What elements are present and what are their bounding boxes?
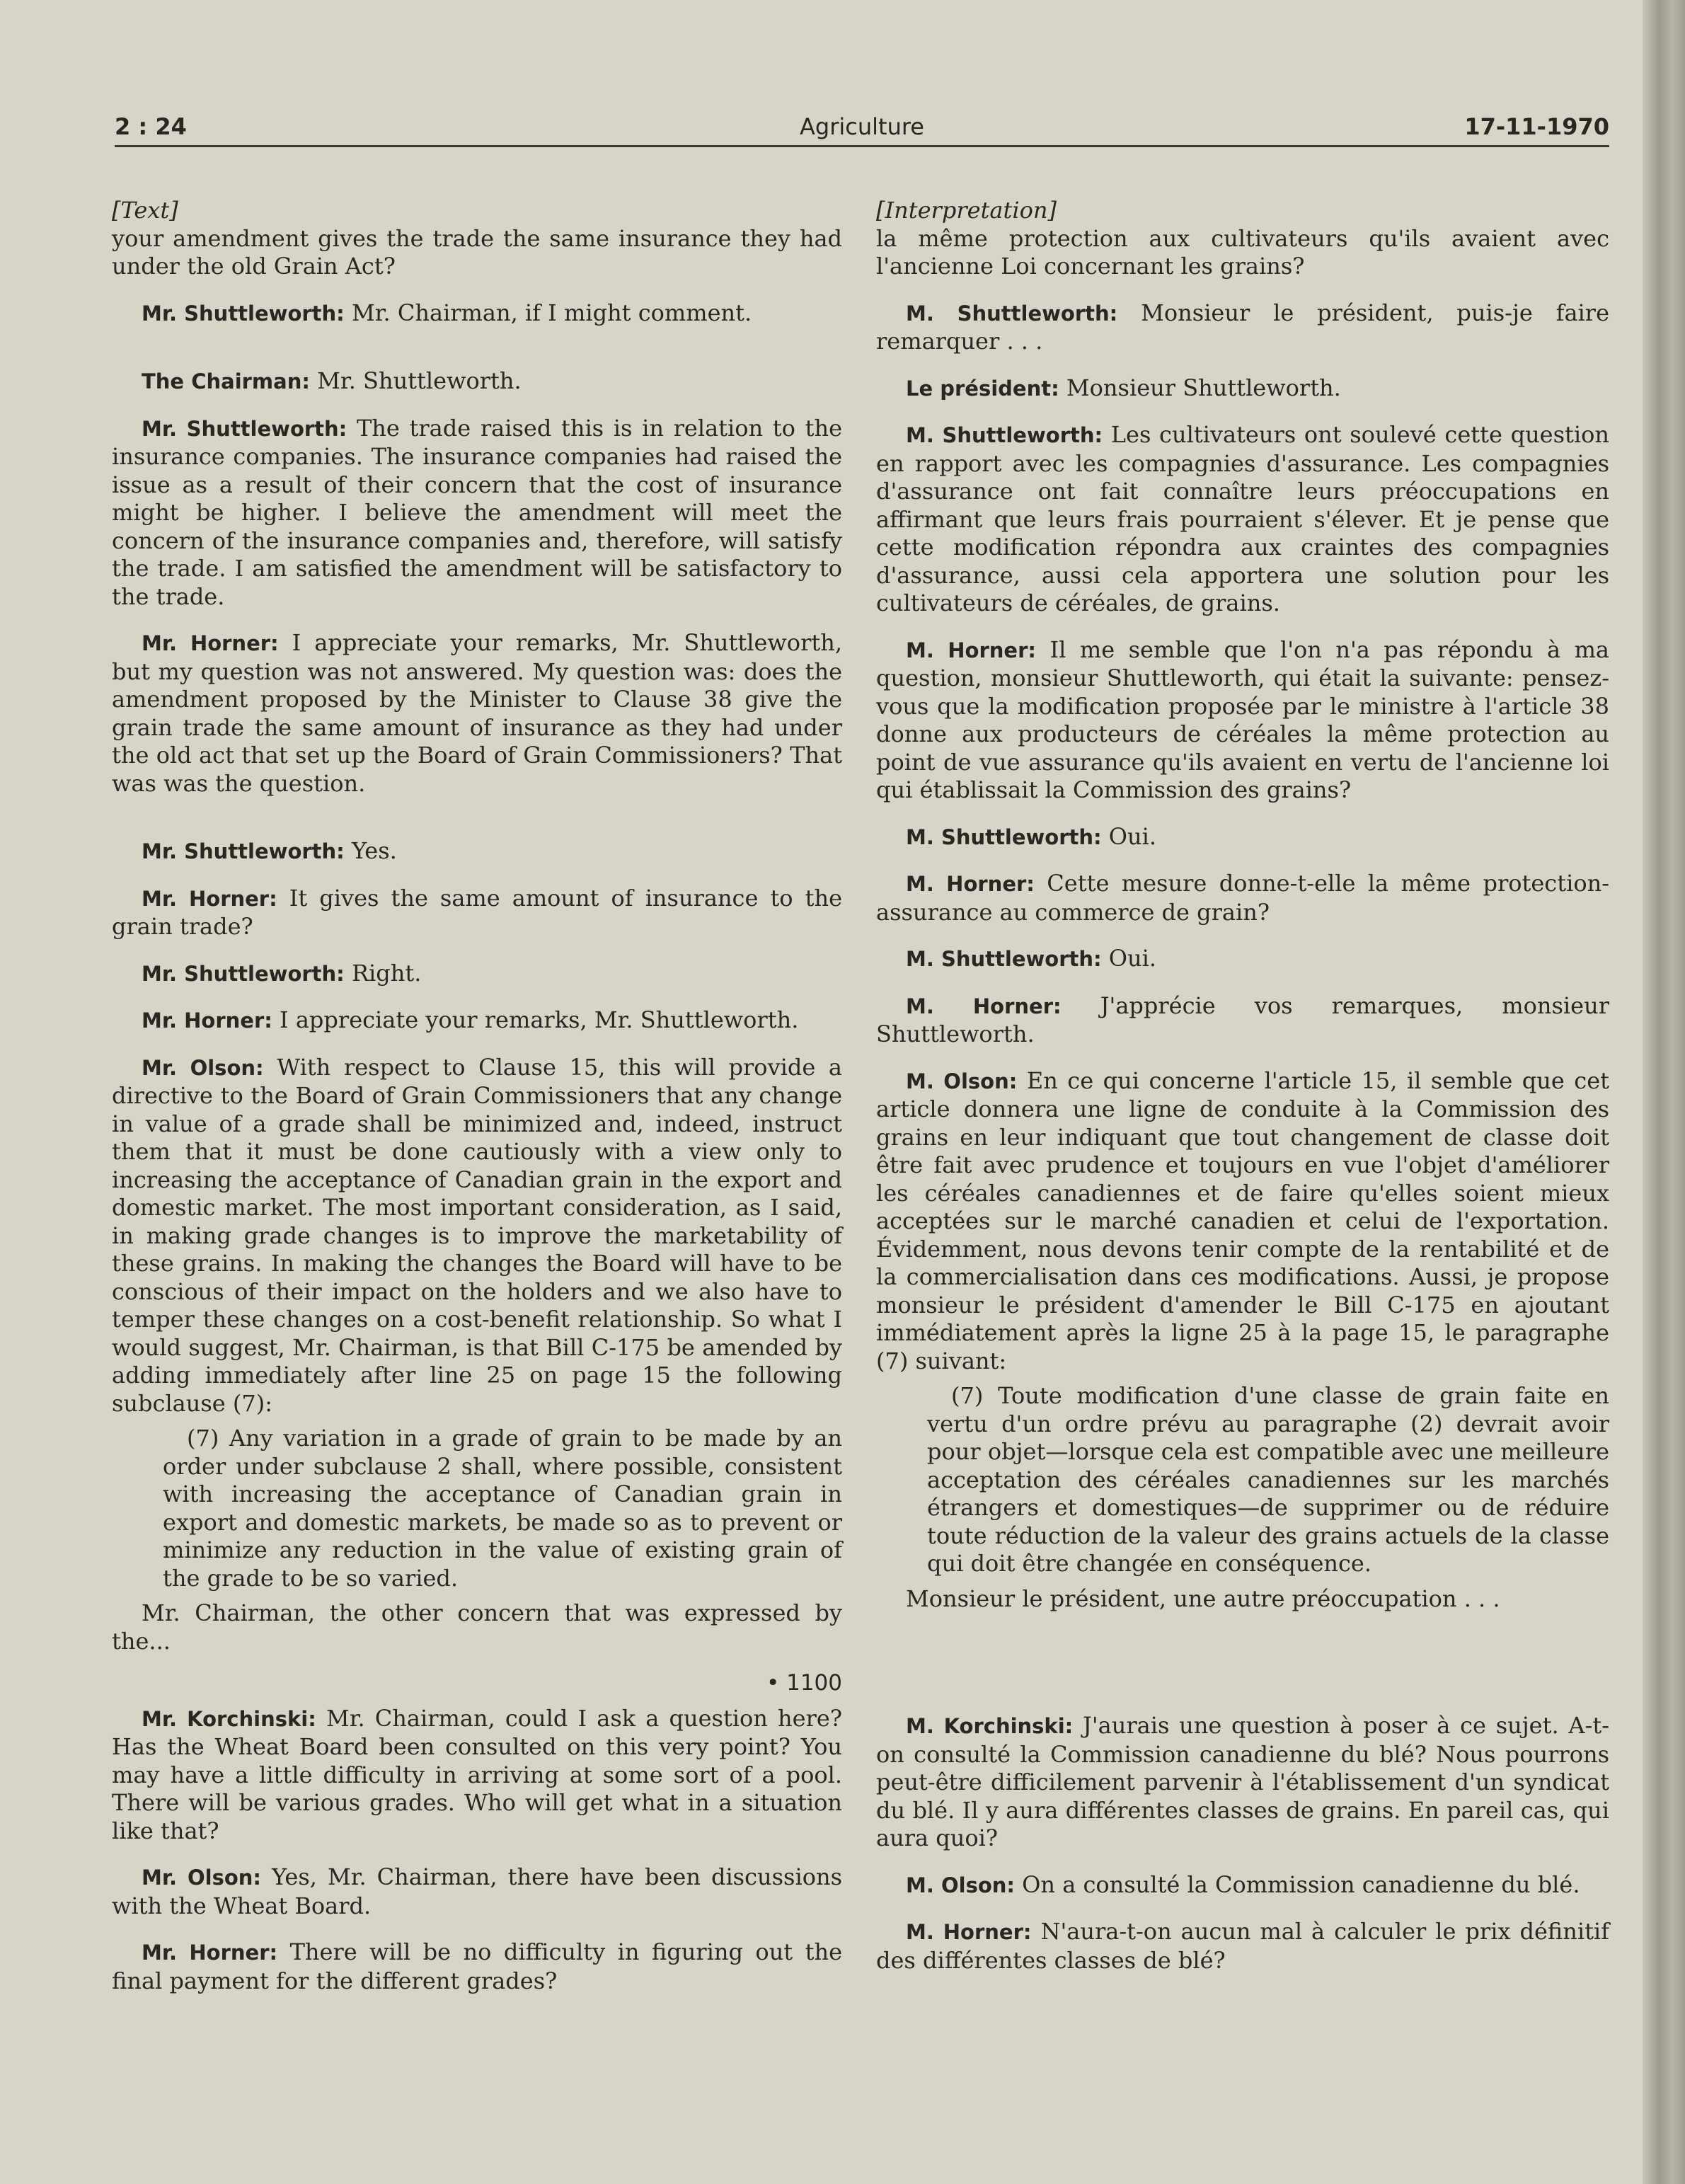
speech-text: Monsieur le président, puis-je faire remarquer . . . [876, 299, 1610, 355]
speech-paragraph [876, 1871, 1609, 1900]
speech-text: Oui. [1108, 945, 1157, 972]
speaker-name: The Chairman: [142, 369, 310, 393]
speech-text: Yes, Mr. Chairman, there have been discussions with the Wheat Board. [112, 1863, 843, 1919]
speech-paragraph [112, 1705, 842, 1846]
french-column [876, 197, 1609, 1975]
speech-paragraph [876, 823, 1609, 852]
page-edge [1643, 0, 1685, 2184]
speaker-name: M. Shuttleworth: [906, 824, 1102, 849]
speech-paragraph [876, 299, 1609, 356]
speaker-name: Le président: [906, 376, 1059, 401]
page-header [115, 113, 1609, 149]
speech-paragraph [112, 1054, 842, 1418]
speaker-name: M. Olson: [906, 1873, 1015, 1897]
speech-text: Les cultivateurs ont soulevé cette question en rapport avec les compagnies d'assurance. Les compagnies d'assurance ont fait connaître leurs préoccupations en affirmant que leurs frais pourraient s'élever. Et je pense que cette modification répondra aux craintes des compagnies d'assurance, aussi cela apportera une solution pour les cultivateurs de céréales, de grains. [876, 421, 1610, 616]
speech-text: Monsieur Shuttleworth. [1066, 374, 1341, 401]
speech-text: En ce qui concerne l'article 15, il semble que cet article donnera une ligne de conduite à la Commission des grains en leur indiquant que tout changement de classe doit être fait avec prudence et toujours en vue l'objet d'améliorer les céréales canadiennes et de faire qu'elles soient mieux acceptées sur le marché canadien et celui de l'exportation. Évidemment, nous devons tenir compte de la rentabilité et de la commercialisation dans ces modifications. Aussi, je propose monsieur le président d'amender le Bill C-175 en ajoutant immédiatement après la ligne 25 à la page 15, le paragraphe (7) suivant: [876, 1067, 1610, 1374]
speech-paragraph [112, 960, 842, 989]
speech-text: Cette mesure donne-t-elle la même protection-assurance au commerce de grain? [876, 870, 1610, 926]
speech-paragraph [876, 870, 1609, 926]
continued-speech: Monsieur le président, une autre préoccupation . . . [906, 1585, 1500, 1612]
speech-text: Oui. [1108, 822, 1157, 850]
page-title: Agriculture [800, 113, 924, 140]
speech-text: J'aurais une question à poser à ce sujet. A-t-on consulté la Commission canadienne du blé? Nous pourrons peut-être difficilement parvenir à l'établissement d'un syndicat du blé. Il y aura différentes classes de grains. En pareil cas, qui aura quoi? [876, 1712, 1610, 1851]
speech-paragraph [112, 1938, 842, 1995]
header-rule [115, 145, 1609, 147]
speaker-name: Mr. Shuttleworth: [142, 416, 347, 441]
speech-paragraph [876, 1067, 1609, 1376]
speech-text: Mr. Chairman, if I might comment. [351, 299, 752, 326]
speaker-name: M. Horner: [906, 994, 1062, 1018]
speech-paragraph [112, 415, 842, 611]
speech-text: There will be no difficulty in figuring out the final payment for the different grades? [112, 1938, 843, 1994]
speech-text: I appreciate your remarks, Mr. Shuttleworth. [280, 1006, 799, 1033]
speech-text: J'apprécie vos remarques, monsieur Shuttleworth. [876, 992, 1610, 1047]
speaker-name: M. Horner: [906, 638, 1036, 662]
speech-text: Mr. Shuttleworth. [317, 367, 522, 394]
speech-paragraph [876, 1918, 1609, 1975]
continued-paragraph: la même protection aux cultivateurs qu'ils avaient avec l'ancienne Loi concernant les grains? [876, 224, 1609, 280]
speech-paragraph [876, 636, 1609, 805]
speech-paragraph [876, 992, 1609, 1049]
speaker-name: M. Shuttleworth: [906, 423, 1103, 447]
speech-paragraph [112, 885, 842, 941]
speech-paragraph [112, 629, 842, 798]
speech-text: The trade raised this is in relation to the insurance companies. The insurance companies had raised the issue as a result of their concern that the cost of insurance might be higher. I believe the amendment will meet the concern of the insurance companies and, therefore, will satisfy the trade. I am satisfied the amendment will be satisfactory to the trade. [112, 414, 842, 610]
page-number: 2 : 24 [115, 113, 187, 140]
continued-paragraph: your amendment gives the trade the same insurance they had under the old Grain Act? [112, 224, 842, 280]
speaker-name: M. Korchinski: [906, 1714, 1074, 1738]
speaker-name: Mr. Horner: [142, 1941, 278, 1965]
speech-text: Yes. [351, 837, 397, 864]
speech-paragraph [876, 945, 1609, 974]
speaker-name: M. Shuttleworth: [906, 301, 1118, 326]
amendment-quote: (7) Any variation in a grade of grain to be made by an order under subclause 2 shall, where possible, consistent with increasing the acceptance of Canadian grain in export and domestic markets, be made so as to prevent or minimize any reduction in the value of existing grain of the grade to be so varied. [163, 1425, 842, 1592]
speech-paragraph [112, 367, 842, 396]
speaker-name: Mr. Korchinski: [142, 1706, 316, 1731]
speaker-name: Mr. Shuttleworth: [142, 839, 345, 863]
speaker-name: M. Horner: [906, 1920, 1032, 1944]
speaker-name: M. Olson: [906, 1069, 1018, 1093]
column-heading: [Interpretation] [876, 197, 1057, 224]
amendment-quote: (7) Toute modification d'une classe de grain faite en vertu d'un ordre prévu au paragraphe (2) devrait avoir pour objet—lorsque cela est compatible avec une meilleure acceptation des céréales canadiennes sur les marchés étrangers et domestiques—de supprimer ou de réduire toute réduction de la valeur des grains actuels de la classe qui doit être changée en conséquence. [927, 1382, 1609, 1577]
page-date: 17-11-1970 [1464, 113, 1609, 140]
speaker-name: Mr. Horner: [142, 1008, 272, 1033]
continued-speech: Mr. Chairman, the other concern that was expressed by the... [112, 1599, 842, 1655]
speaker-name: Mr. Shuttleworth: [142, 301, 345, 326]
speaker-name: Mr. Olson: [142, 1866, 262, 1890]
speech-paragraph [876, 1712, 1609, 1853]
speaker-name: Mr. Horner: [142, 631, 279, 655]
speech-paragraph [112, 1006, 842, 1035]
speech-text: Il me semble que l'on n'a pas répondu à ma question, monsieur Shuttleworth, qui était la suivante: pensez-vous que la modification proposée par le ministre à l'article 38 donne aux producteurs de céréales la même protection au point de vue assurance qu'ils avaient en vertu de l'ancienne loi qui établissait la Commission des grains? [876, 636, 1610, 803]
speaker-name: Mr. Shuttleworth: [142, 961, 345, 986]
speech-text: With respect to Clause 15, this will provide a directive to the Board of Grain Commissioners that any change in value of a grade shall be minimized and, indeed, instruct them that it must be done cautiously with a view only to increasing the acceptance of Canadian grain in the export and domestic market. The most important consideration, as I said, in making grade changes is to improve the marketability of these grains. In making the changes the Board will have to be conscious of their impact on the holders and we also have to temper these changes on a cost-benefit relationship. So what I would suggest, Mr. Chairman, is that Bill C-175 be amended by adding immediately after line 25 on page 15 the following subclause (7): [112, 1053, 842, 1417]
speaker-name: Mr. Horner: [142, 886, 277, 911]
speech-paragraph [876, 374, 1609, 403]
speech-text: On a consulté la Commission canadienne du blé. [1022, 1870, 1580, 1898]
column-heading: [Text] [112, 197, 178, 224]
time-marker: • 1100 [766, 1670, 842, 1696]
english-column [112, 197, 842, 1995]
speaker-name: Mr. Olson: [142, 1055, 264, 1080]
speech-text: N'aura-t-on aucun mal à calculer le prix définitif des différentes classes de blé? [876, 1918, 1610, 1974]
speech-text: I appreciate your remarks, Mr. Shuttleworth, but my question was not answered. My question was: does the amendment proposed by the Minister to Clause 38 give the grain trade the same amount of insurance as they had under the old act that set up the Board of Grain Commissioners? That was was the question. [112, 629, 843, 797]
speech-paragraph [112, 299, 842, 328]
speech-paragraph [112, 1863, 842, 1920]
speech-text: Mr. Chairman, could I ask a question here? Has the Wheat Board been consulted on this very point? You may have a little difficulty in arriving at some sort of a pool. There will be various grades. Who will get what in a situation like that? [112, 1704, 842, 1844]
speaker-name: M. Shuttleworth: [906, 947, 1102, 971]
speaker-name: M. Horner: [906, 872, 1035, 896]
speech-paragraph [112, 837, 842, 866]
speech-text: Right. [351, 959, 422, 987]
speech-paragraph [876, 421, 1609, 618]
speech-text: It gives the same amount of insurance to the grain trade? [112, 884, 843, 940]
